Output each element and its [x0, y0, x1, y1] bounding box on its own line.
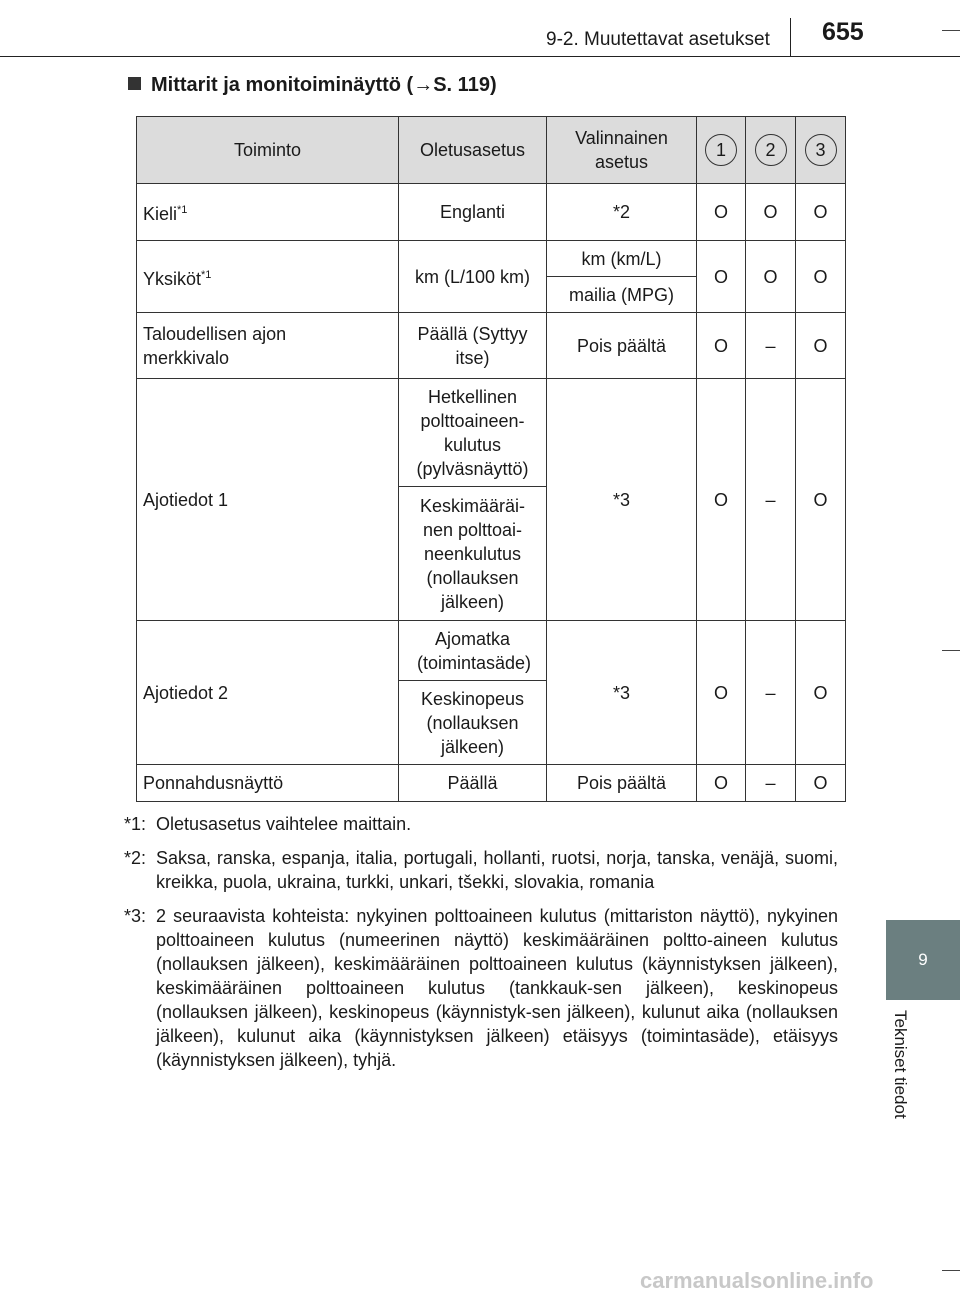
cell-col3: O [796, 379, 846, 621]
cell-function: Ajotiedot 1 [137, 379, 399, 621]
cell-col2: – [746, 621, 796, 765]
cell-optional: Pois päältä [547, 765, 697, 802]
cell-function: Yksiköt$^{*1}$ [137, 241, 399, 313]
watermark: carmanualsonline.info [640, 1268, 874, 1293]
footnote-text: 2 seuraavista kohteista: nykyinen polttoaineen kulutus (mittariston näyttö), nykyinen polttoaineen kulutus (numeerinen näyttö) keskimääräinen poltto-aineen kulutus (nollauksen jälkeen), keskimääräinen polttoaineen kulutus (käynnistyksen jälkeen), keskimääräinen polttoaineen kulutus (tankkauk-sen jälkeen), keskinopeus (nollauksen jälkeen), keskinopeus (käynnistyk-sen jälkeen), kulunut aika (nollauksen jälkeen), kulunut aika (käynnistyksen jälkeen) etäisyys (toimintasäde), etäisyys (käynnistyksen jälkeen), tyhjä. [156, 906, 838, 1070]
table-row [137, 241, 846, 277]
settings-table [136, 116, 846, 802]
header-section-title: 9-2. Muutettavat asetukset [546, 29, 770, 50]
cell-col2: – [746, 765, 796, 802]
cell-optional: mailia (MPG) [547, 277, 697, 313]
table-row [137, 765, 846, 802]
cell-function: Kieli$^{*1}$ [137, 184, 399, 241]
page-reference-link[interactable]: S. 119) [433, 74, 497, 96]
column-header-function: Toiminto [137, 117, 399, 184]
table-row [137, 621, 846, 681]
cell-col2: – [746, 313, 796, 379]
cell-col1: O [697, 379, 746, 621]
footnote [124, 846, 838, 894]
cell-col2: O [746, 241, 796, 313]
cell-col3: O [796, 184, 846, 241]
table-row [137, 379, 846, 487]
bullet-square-icon [128, 77, 141, 90]
cell-col1: O [697, 313, 746, 379]
footnotes [124, 812, 838, 1082]
crop-mark [942, 30, 960, 31]
cell-function: Ajotiedot 2 [137, 621, 399, 765]
cell-default: Keskinopeus (nollauksen jälkeen) [399, 681, 547, 765]
cell-optional: *3 [547, 379, 697, 621]
column-header-1: 1 [697, 117, 746, 184]
column-header-3: 3 [796, 117, 846, 184]
table-header-row [137, 117, 846, 184]
cell-col3: O [796, 241, 846, 313]
cell-optional: *2 [547, 184, 697, 241]
cell-col1: O [697, 241, 746, 313]
cell-optional: km (km/L) [547, 241, 697, 277]
footnote [124, 812, 838, 836]
header-divider [790, 18, 791, 56]
chapter-label [891, 1010, 936, 1140]
column-header-optional: Valinnainen asetus [547, 117, 697, 184]
chapter-tab [886, 920, 960, 1000]
cell-default: km (L/100 km) [399, 241, 547, 313]
cell-col1: O [697, 184, 746, 241]
section-title-text: Mittarit ja monitoiminäyttö ( [151, 74, 414, 96]
crop-mark [942, 1270, 960, 1271]
table-row [137, 313, 846, 379]
crop-mark [942, 650, 960, 651]
cell-col2: O [746, 184, 796, 241]
cell-optional: Pois päältä [547, 313, 697, 379]
footnote-text: Saksa, ranska, espanja, italia, portugali, hollanti, ruotsi, norja, tanska, venäjä, suomi, kreikka, puola, ukraina, turkki, unkari, tšekki, slovakia, romania [156, 848, 838, 892]
cell-default: Englanti [399, 184, 547, 241]
cell-optional: *3 [547, 621, 697, 765]
cell-col1: O [697, 765, 746, 802]
section-title [128, 74, 497, 97]
cell-function: Ponnahdusnäyttö [137, 765, 399, 802]
cell-col3: O [796, 313, 846, 379]
chapter-number: 9 [918, 950, 928, 969]
cell-default: Päällä (Syttyy itse) [399, 313, 547, 379]
footnote-text: Oletusasetus vaihtelee maittain. [156, 814, 412, 834]
footnote-mark: *2: [124, 848, 147, 868]
cell-col2: – [746, 379, 796, 621]
arrow-icon: → [413, 74, 434, 96]
table-row [137, 184, 846, 241]
cell-default: Hetkellinen polttoaineen-kulutus (pylväsnäyttö) [399, 379, 547, 487]
column-header-default: Oletusasetus [399, 117, 547, 184]
cell-col3: O [796, 765, 846, 802]
page-number: 655 [822, 18, 864, 46]
footnote [124, 904, 838, 1072]
cell-function: Taloudellisen ajon merkkivalo [137, 313, 399, 379]
cell-col1: O [697, 621, 746, 765]
cell-default: Ajomatka (toimintasäde) [399, 621, 547, 681]
footnote-mark: *3: [124, 906, 147, 926]
cell-default: Päällä [399, 765, 547, 802]
footnote-mark: *1: [124, 814, 147, 834]
cell-col3: O [796, 621, 846, 765]
chapter-label-text: Tekniset tiedot [891, 1010, 910, 1119]
cell-default: Keskimääräi-nen polttoai-neenkulutus (nollauksen jälkeen) [399, 487, 547, 621]
header-rule [0, 56, 960, 57]
column-header-2: 2 [746, 117, 796, 184]
